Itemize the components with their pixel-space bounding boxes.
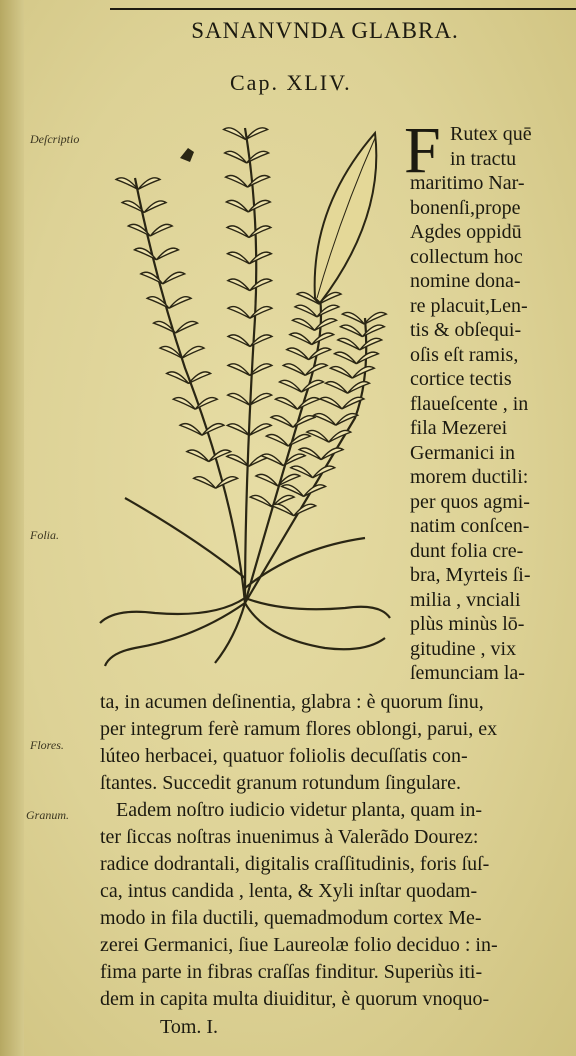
plant-leaf <box>163 272 185 284</box>
plant-leaf <box>279 380 301 392</box>
plant-leaf <box>144 201 166 213</box>
plant-leaf <box>169 297 191 309</box>
plant-leaf <box>330 367 352 379</box>
plant-leaf <box>352 367 374 379</box>
narrow-text-line: ſemunciam la- <box>410 662 525 684</box>
plant-leaf <box>228 279 250 291</box>
narrow-text-line: Agdes oppidū <box>410 221 522 243</box>
header-rule <box>110 8 576 10</box>
plant-leaf <box>189 372 211 384</box>
plant-leaf <box>226 200 248 212</box>
plant-leaf <box>226 176 248 188</box>
narrow-text-line: Germanici in <box>410 441 515 464</box>
wide-text-line: ſtantes. Succedit granum rotundum ſingulare. <box>100 772 462 794</box>
plant-leaf <box>348 382 370 394</box>
plant-leaf <box>250 495 272 507</box>
plant-leaf <box>180 424 202 436</box>
plant-leaf <box>228 307 250 319</box>
margin-note-descriptio: Deſcriptio <box>30 132 80 146</box>
plant-leaf <box>167 372 189 384</box>
narrow-text-line: bra, Myrteis ſi- <box>410 564 531 586</box>
narrow-text-line: flaueſcente , in <box>410 392 529 415</box>
narrow-text-line: dunt folia cre- <box>410 539 524 562</box>
plant-leaf <box>246 128 268 140</box>
drop-cap: F <box>404 114 441 187</box>
narrow-text-line: in tractu <box>450 147 517 170</box>
wide-text-line: radice dodrantali, digitalis craſſitudinis, foris ſuſ- <box>100 853 490 875</box>
narrow-text-line: gitudine , vix <box>410 637 517 660</box>
wide-text-line: ta, in acumen deſinentia, glabra : è quorum ſinu, <box>100 691 484 713</box>
plant-leaf <box>283 364 305 376</box>
plant-leaf <box>309 348 331 360</box>
plant-leaf <box>173 398 195 410</box>
plant-leaf <box>138 178 160 190</box>
plant-woodcut-illustration <box>95 118 395 686</box>
plant-leaf <box>342 312 364 324</box>
plant-leaf <box>356 352 378 364</box>
plant-leaf <box>141 272 163 284</box>
plant-leaf <box>272 504 294 516</box>
narrow-text-line: maritimo Nar- <box>410 172 525 194</box>
plant-leaf <box>224 128 246 140</box>
plant-leaf <box>295 305 317 317</box>
narrow-text-line: bonenſi,prope <box>410 196 521 219</box>
margin-note-flores: Flores. <box>30 738 64 752</box>
plant-leaf <box>227 252 249 264</box>
margin-note-folia: Folia. <box>30 528 59 542</box>
narrow-text-line: tis & obſequi- <box>410 319 522 341</box>
plant-leaf <box>216 477 238 489</box>
narrow-text-line: natim conſcen- <box>410 515 530 537</box>
plant-leaf <box>266 434 288 446</box>
plant-leaf <box>249 226 271 238</box>
narrow-text-line: re placuit,Len- <box>410 294 528 317</box>
plant-leaf <box>156 248 178 260</box>
plant-leaf <box>294 504 316 516</box>
plant-leaf <box>301 380 323 392</box>
plant-leaf <box>304 485 326 497</box>
page-title: SANANVNDA GLABRA. <box>191 18 459 43</box>
plant-leaf <box>227 424 249 436</box>
plant-leaf <box>360 338 382 350</box>
narrow-text-line: plùs minùs lō- <box>410 613 525 635</box>
narrow-text-line: morem ductili: <box>410 466 529 488</box>
wide-text-line: lúteo herbacei, quatuor foliolis decuſſatis con- <box>100 745 468 767</box>
narrow-text-line: milia , vnciali <box>410 588 521 611</box>
wide-text-line: Eadem noſtro iudicio videtur planta, quam in- <box>116 799 483 821</box>
plant-leaf <box>326 382 348 394</box>
chapter-heading: Cap. XLIV. <box>230 70 352 95</box>
plant-leaf <box>225 151 247 163</box>
margin-note-granum: Granum. <box>26 808 70 822</box>
narrow-text-line: fila Mezerei <box>410 417 508 439</box>
narrow-text-line: oſis eſt ramis, <box>410 343 519 366</box>
narrow-text-line: cortice tectis <box>410 368 512 390</box>
plant-leaf <box>305 364 327 376</box>
plant-leaf <box>248 200 270 212</box>
plant-leaf <box>182 346 204 358</box>
plant-leaf <box>297 398 319 410</box>
narrow-text-line: Rutex quē <box>450 123 532 145</box>
plant-leaf <box>314 414 336 426</box>
wide-text-line: dem in capita multa diuiditur, è quorum vnoquo- <box>100 988 490 1010</box>
wide-text-line: ca, intus candida , lenta, & Xyli inſtar quodam- <box>100 880 478 902</box>
plant-leaf <box>275 398 297 410</box>
wide-text-line: ter ſiccas noſtras inuenimus à Valerãdo Dourez: <box>100 826 479 848</box>
plant-leaf <box>227 455 249 467</box>
plant-leaf <box>187 450 209 462</box>
plant-leaf <box>334 352 356 364</box>
narrow-text-line: collectum hoc <box>410 245 523 268</box>
plant-leaf <box>250 307 272 319</box>
plant-leaf <box>364 312 386 324</box>
plant-leaf <box>194 477 216 489</box>
plant-leaf <box>313 466 335 478</box>
plant-leaf <box>338 338 360 350</box>
plant-leaf <box>249 252 271 264</box>
narrow-text-line: nomine dona- <box>410 270 521 292</box>
page-gutter <box>0 0 24 1056</box>
plant-leaf <box>314 319 336 331</box>
plant-leaf <box>228 364 250 376</box>
plant-leaf <box>176 321 198 333</box>
plant-leaf <box>293 416 315 428</box>
plant-leaf <box>261 454 283 466</box>
plant-leaf <box>290 333 312 345</box>
plant-leaf <box>329 430 351 442</box>
plant-leaf <box>340 325 362 337</box>
plant-leaf <box>312 333 334 345</box>
plant-leaf <box>249 424 271 436</box>
plant-leaf <box>250 279 272 291</box>
wide-text-line: per integrum ferè ramum flores oblongi, parui, ex <box>100 718 498 740</box>
plant-leaf <box>292 319 314 331</box>
plant-leaf <box>271 416 293 428</box>
plant-leaf <box>150 224 172 236</box>
wide-text-line: modo in fila ductili, quemadmodum cortex Me- <box>100 907 482 929</box>
signature-mark: Tom. I. <box>160 1016 219 1038</box>
wide-text-line: zerei Germanici, ſiue Laureolæ folio deciduo : in- <box>100 934 498 956</box>
plant-leaf <box>250 393 272 405</box>
narrow-text-line: per quos agmi- <box>410 490 530 513</box>
plant-leaf <box>228 393 250 405</box>
plant-leaf <box>227 226 249 238</box>
plant-leaf <box>287 348 309 360</box>
plant-leaf <box>134 248 156 260</box>
plant-leaf <box>256 474 278 486</box>
wide-text-line: fima parte in fibras craſſas finditur. Superiùs iti- <box>100 961 483 983</box>
plant-leaf <box>320 397 342 409</box>
plant-leaf <box>228 335 250 347</box>
plant-leaf <box>282 485 304 497</box>
